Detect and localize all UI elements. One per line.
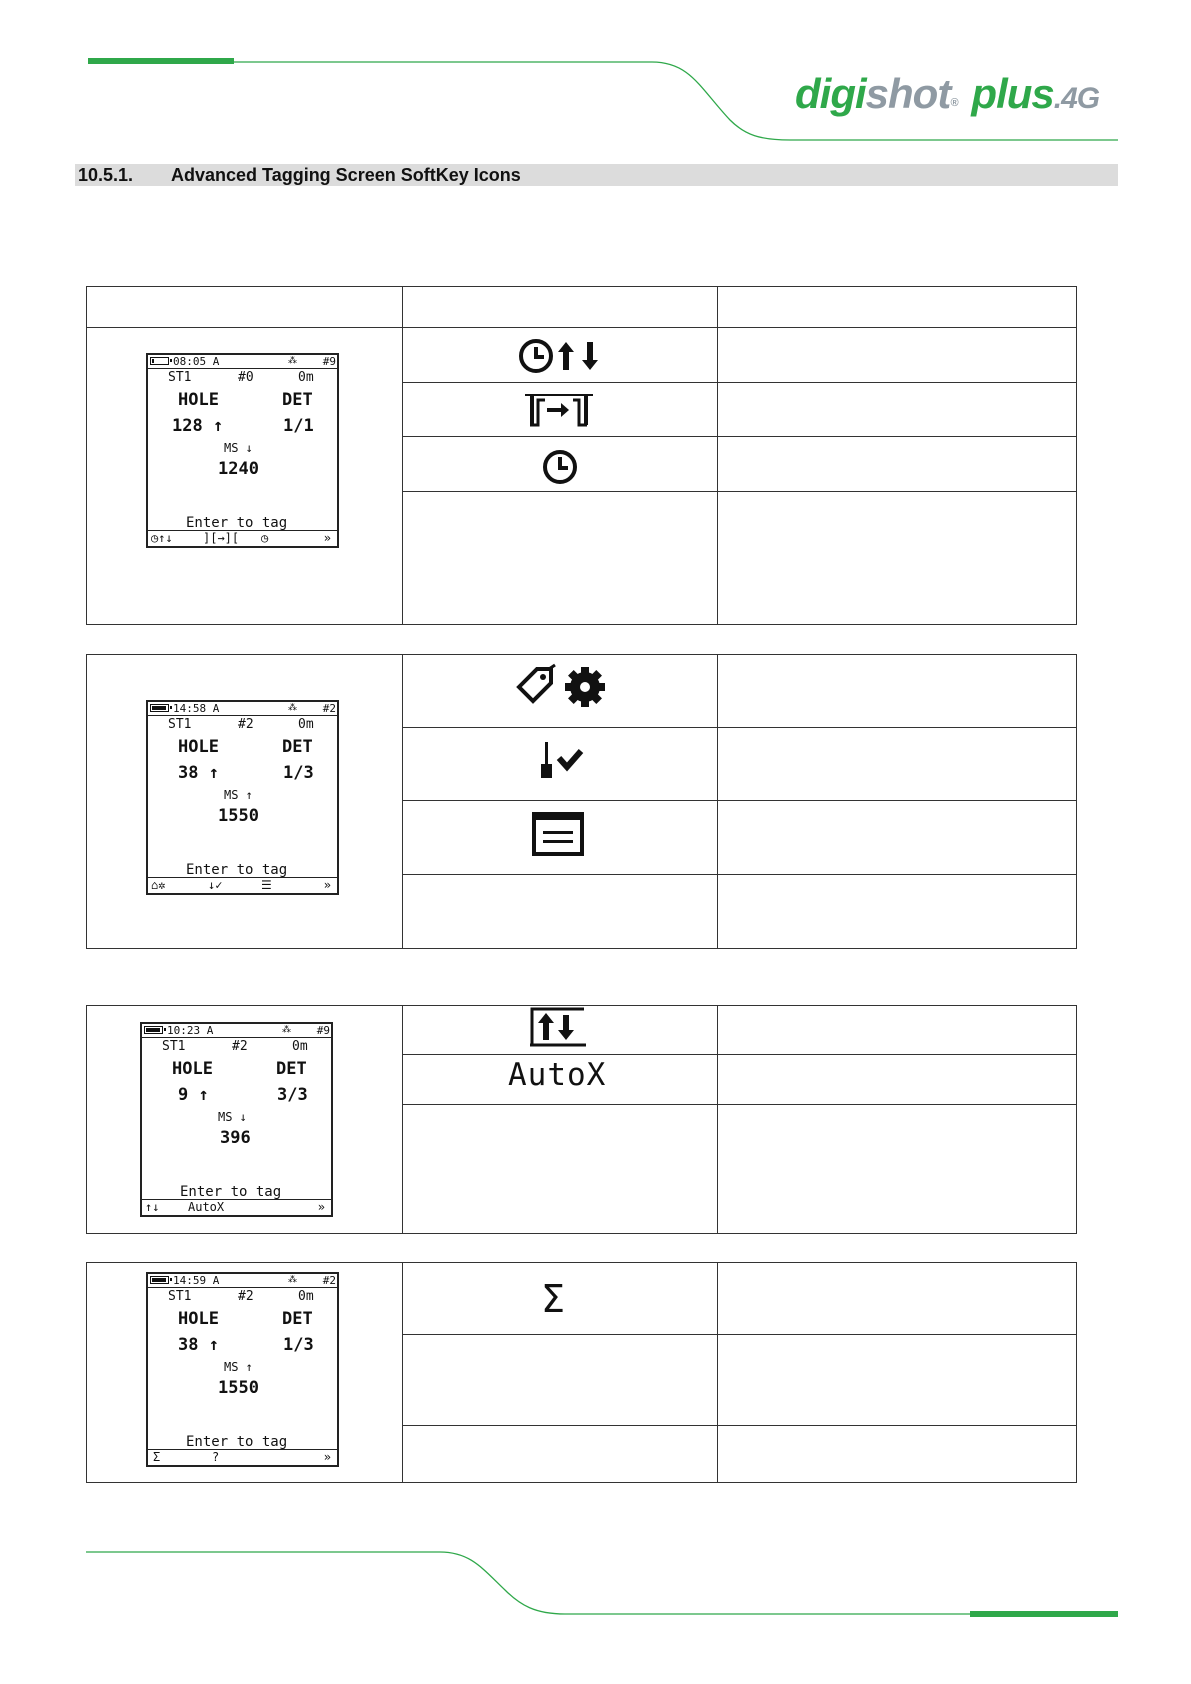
ms-value: 1550 [218,806,259,826]
softkey-1[interactable]: Σ [153,1450,161,1464]
softkey-2[interactable]: ↓✓ [208,878,223,892]
softkey-1[interactable]: ◷↑↓ [151,531,173,545]
ms-label: MS ↓ [218,1110,247,1124]
enter-prompt: Enter to tag [186,515,288,531]
row-number: #2 [238,717,254,732]
antenna-icon: ⁂ [282,1025,291,1035]
hole-label: HOLE [172,1059,213,1079]
station-number: #2 [322,702,336,715]
section-number: 10.5.1. [78,165,134,185]
det-value: 1/3 [283,1335,314,1355]
hole-label: HOLE [178,390,219,410]
hole-label: HOLE [178,737,219,757]
softkey-more[interactable]: » [317,1200,325,1214]
antenna-icon: ⁂ [288,1275,297,1285]
sigma-icon: Σ [541,1277,566,1321]
section-heading [75,164,1118,186]
hole-label: HOLE [178,1309,219,1329]
footer-accent-bar [970,1611,1118,1617]
row-number: #2 [238,1289,254,1304]
clock-time: 08:05 A [173,355,220,368]
autox-icon: AutoX [508,1057,607,1093]
det-label: DET [282,1309,313,1329]
clock-time: 10:23 A [167,1024,214,1037]
row-number: #2 [232,1039,248,1054]
detonator-check-icon [539,740,585,780]
ms-label: MS ↓ [224,441,253,455]
softkey-more[interactable]: » [323,1450,331,1464]
det-label: DET [276,1059,307,1079]
det-value: 1/1 [283,416,314,436]
tag-settings-icon [511,663,611,711]
station-number: #9 [316,1024,330,1037]
softkey-1[interactable]: ⌂✲ [151,878,166,892]
device-screen-1 [146,353,339,548]
hole-value: 9 ↑ [178,1085,209,1105]
enter-prompt: Enter to tag [180,1184,282,1200]
status-bar [148,1274,337,1288]
softkey-2[interactable]: ? [212,1450,220,1464]
ms-value: 1550 [218,1378,259,1398]
distance: 0m [292,1039,308,1054]
softkey-more[interactable]: » [323,531,331,545]
softkey-more[interactable]: » [323,878,331,892]
clock-icon [541,448,579,486]
device-screen-3 [140,1022,333,1217]
status-bar [148,355,337,369]
softkey-2[interactable]: ][→][ [203,531,240,545]
section-title: Advanced Tagging Screen SoftKey Icons [171,165,521,185]
battery-icon [150,357,169,365]
row-number: #0 [238,370,254,385]
stage-label: ST1 [168,1289,192,1304]
det-value: 1/3 [283,763,314,783]
softkey-bar [142,1199,331,1215]
footer-swoosh-line [86,1552,970,1614]
antenna-icon: ⁂ [288,703,297,713]
device-screen-4 [146,1272,339,1467]
ms-value: 396 [220,1128,251,1148]
softkey-3[interactable]: ☰ [261,878,272,892]
det-label: DET [282,737,313,757]
softkey-1[interactable]: ↑↓ [145,1200,160,1214]
menu-list-icon [532,812,584,856]
status-bar [142,1024,331,1038]
status-bar [148,702,337,716]
footer-decoration [0,1540,1191,1640]
antenna-icon: ⁂ [288,356,297,366]
ms-value: 1240 [218,459,259,479]
clock-time: 14:58 A [173,702,220,715]
clock-time: 14:59 A [173,1274,220,1287]
stage-label: ST1 [162,1039,186,1054]
clock-up-down-icon [518,338,604,374]
distance: 0m [298,370,314,385]
hole-value: 38 ↑ [178,763,219,783]
battery-icon [144,1026,163,1034]
softkey-bar [148,530,337,546]
station-number: #2 [322,1274,336,1287]
hole-value: 38 ↑ [178,1335,219,1355]
softkey-2[interactable]: AutoX [188,1200,225,1214]
connect-bus-icon [525,392,593,428]
battery-icon [150,704,169,712]
softkey-bar [148,1449,337,1465]
device-screen-2 [146,700,339,895]
brand-logo: digishot® plus.4G [795,70,1100,117]
battery-icon [150,1276,169,1284]
header-accent-bar [88,58,234,64]
stage-label: ST1 [168,370,192,385]
ms-label: MS ↑ [224,1360,253,1374]
stage-label: ST1 [168,717,192,732]
softkey-bar [148,877,337,893]
enter-prompt: Enter to tag [186,862,288,878]
station-number: #9 [322,355,336,368]
distance: 0m [298,1289,314,1304]
det-value: 3/3 [277,1085,308,1105]
enter-prompt: Enter to tag [186,1434,288,1450]
ms-label: MS ↑ [224,788,253,802]
distance: 0m [298,717,314,732]
hole-value: 128 ↑ [172,416,224,436]
det-label: DET [282,390,313,410]
softkey-3[interactable]: ◷ [261,531,269,545]
up-down-box-icon [530,1007,586,1047]
